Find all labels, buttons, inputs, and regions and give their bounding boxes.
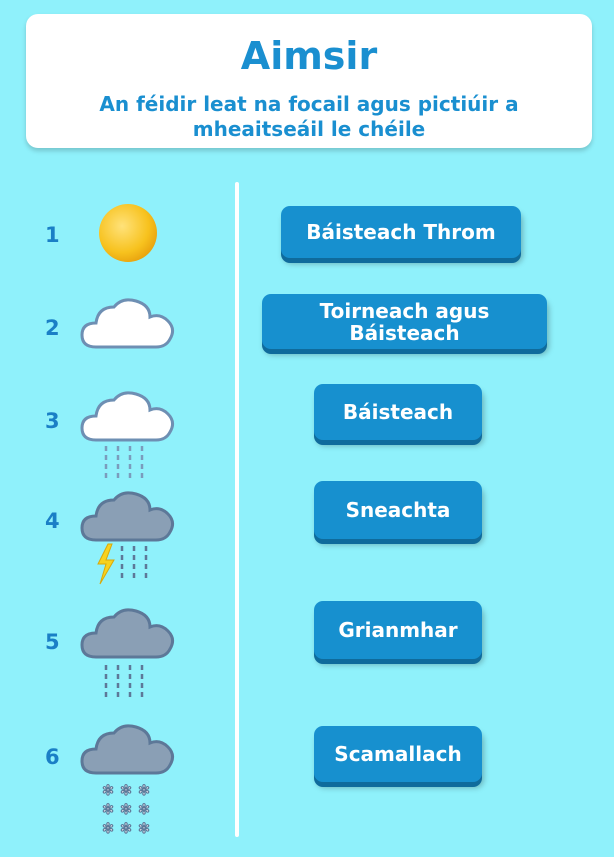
rain-cloud-icon [78,386,178,480]
word-button-scamallach[interactable]: Scamallach [314,726,482,782]
word-button-baisteach[interactable]: Báisteach [314,384,482,440]
thunderstorm-cloud-icon [78,486,178,586]
svg-text:✻: ✻ [102,821,114,837]
row-number-6: 6 [45,745,60,769]
cloud-icon [78,293,178,353]
row-number-3: 3 [45,409,60,433]
page-title: Aimsir [240,34,378,78]
svg-text:✻: ✻ [120,821,132,837]
snow-cloud-icon [78,719,178,837]
row-number-1: 1 [45,223,60,247]
svg-text:✻: ✻ [102,802,114,818]
word-button-baisteach-throm[interactable]: Báisteach Throm [281,206,521,258]
word-button-toirneach-agus-baisteach[interactable]: Toirneach agus Báisteach [262,294,547,349]
svg-text:✻: ✻ [102,783,114,799]
row-number-4: 4 [45,509,60,533]
title-card [26,14,592,148]
svg-text:✻: ✻ [120,802,132,818]
word-button-sneachta[interactable]: Sneachta [314,481,482,539]
svg-text:✻: ✻ [138,802,150,818]
sun-icon [96,203,160,263]
row-number-2: 2 [45,316,60,340]
svg-text:✻: ✻ [138,783,150,799]
svg-text:✻: ✻ [120,783,132,799]
heavy-rain-cloud-icon [78,603,178,703]
word-button-grianmhar[interactable]: Grianmhar [314,601,482,659]
column-divider [235,182,239,837]
page-subtitle: An féidir leat na focail agus pictiúir a mheaitseáil le chéile [99,92,519,141]
svg-text:✻: ✻ [138,821,150,837]
row-number-5: 5 [45,630,60,654]
